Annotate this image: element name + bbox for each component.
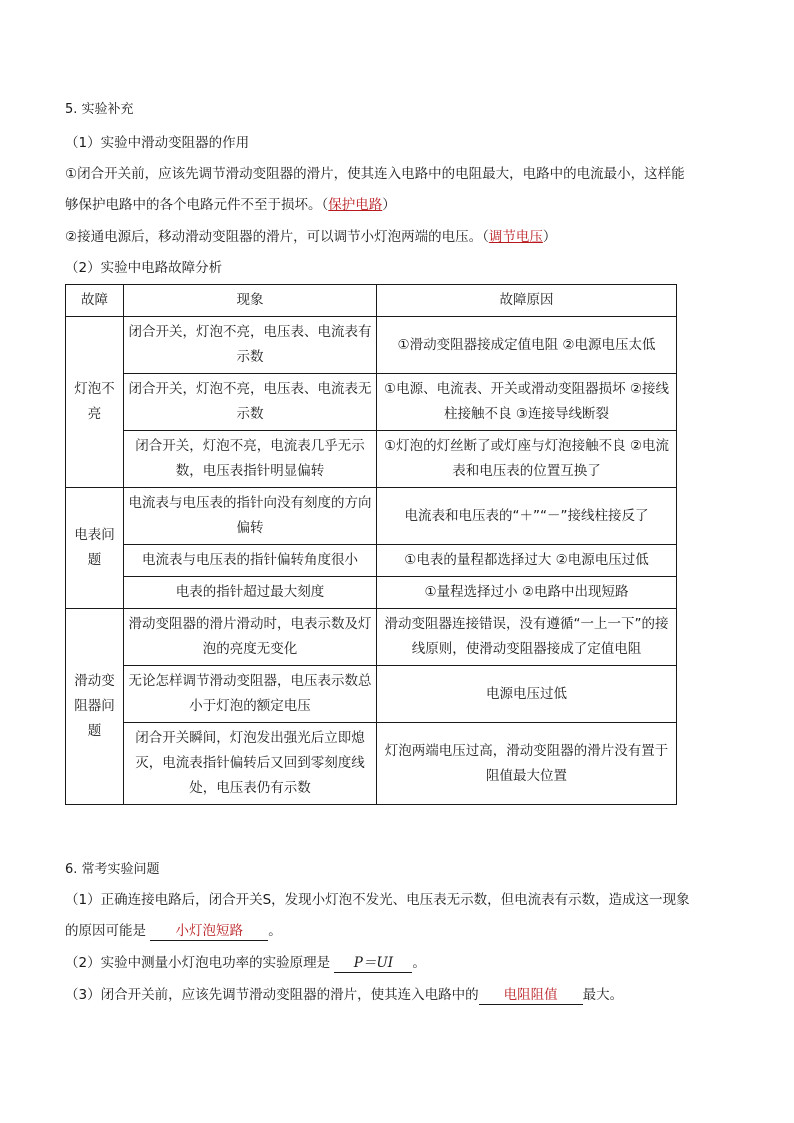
header-fault: 故障: [66, 285, 124, 317]
question-3-line: [65, 985, 623, 1005]
group-label-bulb-off: 灯泡不亮: [66, 317, 124, 488]
group-label-meter-problem: 电表问题: [66, 488, 124, 609]
answer-blank-1: [150, 922, 268, 941]
section-6-heading: 6. 常考实验问题: [65, 862, 160, 877]
question-1-line-2: [65, 921, 282, 941]
question-3-end: 最大。: [582, 987, 624, 1003]
phenomenon-cell: 闭合开关瞬间，灯泡发出强光后立即熄灭，电流表指针偏转后又回到零刻度线处，电压表仍有示数: [124, 723, 377, 805]
subsection-1-heading: （1）实验中滑动变阻器的作用: [65, 135, 250, 151]
question-3-text: （3）闭合开关前，应该先调节滑动变阻器的滑片，使其连入电路中的: [65, 987, 479, 1003]
phenomenon-cell: 闭合开关，灯泡不亮，电流表几乎无示数，电压表指针明显偏转: [124, 431, 377, 488]
table-row: [66, 666, 677, 723]
table-row: [66, 609, 677, 666]
item-2-line: [65, 227, 556, 247]
cause-cell: ①量程选择过小 ②电路中出现短路: [377, 577, 677, 609]
question-2-end: 。: [412, 955, 426, 971]
fault-analysis-table: [65, 284, 677, 805]
item-1-close: ）: [382, 197, 396, 213]
header-cause: 故障原因: [377, 285, 677, 317]
phenomenon-cell: 电流表与电压表的指针向没有刻度的方向偏转: [124, 488, 377, 545]
table-header-row: [66, 285, 677, 317]
question-2-text: （2）实验中测量小灯泡电功率的实验原理是: [65, 955, 331, 971]
cause-cell: 灯泡两端电压过高，滑动变阻器的滑片没有置于阻值最大位置: [377, 723, 677, 805]
item-1-line-2: [65, 195, 396, 215]
answer-protect-circuit: 保护电路: [328, 197, 383, 213]
table-row: [66, 545, 677, 577]
group-label-rheostat-problem: 滑动变阻器问题: [66, 609, 124, 805]
phenomenon-cell: 电流表与电压表的指针偏转角度很小: [124, 545, 377, 577]
header-phenomenon: 现象: [124, 285, 377, 317]
cause-cell: 电源电压过低: [377, 666, 677, 723]
cause-cell: 滑动变阻器连接错误，没有遵循“一上一下”的接线原则，使滑动变阻器接成了定值电阻: [377, 609, 677, 666]
cause-cell: ①电表的量程都选择过大 ②电源电压过低: [377, 545, 677, 577]
item-1-line-1: ①闭合开关前，应该先调节滑动变阻器的滑片，使其连入电路中的电阻最大，电路中的电流最小，这样能: [65, 166, 685, 182]
subsection-2-heading: （2）实验中电路故障分析: [65, 260, 223, 276]
table-row: [66, 317, 677, 374]
table-row: [66, 723, 677, 805]
cause-cell: ①滑动变阻器接成定值电阻 ②电源电压太低: [377, 317, 677, 374]
answer-bulb-short: 小灯泡短路: [175, 923, 244, 939]
table-row: [66, 374, 677, 431]
table-row: [66, 431, 677, 488]
question-1-text: 的原因可能是: [65, 923, 146, 939]
cause-cell: ①电源、电流表、开关或滑动变阻器损坏 ②接线柱接触不良 ③连接导线断裂: [377, 374, 677, 431]
answer-resistance: 电阻阻值: [503, 987, 558, 1003]
phenomenon-cell: 滑动变阻器的滑片滑动时，电表示数及灯泡的亮度无变化: [124, 609, 377, 666]
question-2-line: [65, 953, 426, 973]
question-1-line-1: （1）正确连接电路后，闭合开关S，发现小灯泡不发光、电压表无示数，但电流表有示数，造成这一现象: [65, 892, 690, 908]
answer-blank-2: [334, 954, 412, 973]
phenomenon-cell: 闭合开关，灯泡不亮，电压表、电流表有示数: [124, 317, 377, 374]
answer-formula: P＝UI: [353, 955, 394, 971]
item-2-close: ）: [542, 229, 557, 245]
question-1-end: 。: [268, 923, 282, 939]
phenomenon-cell: 电表的指针超过最大刻度: [124, 577, 377, 609]
table-row: [66, 577, 677, 609]
answer-adjust-voltage: 调节电压: [488, 229, 543, 245]
table-row: [66, 488, 677, 545]
cause-cell: 电流表和电压表的“＋”“－”接线柱接反了: [377, 488, 677, 545]
item-1-text: 够保护电路中的各个电路元件不至于损坏。（: [65, 197, 329, 213]
cause-cell: ①灯泡的灯丝断了或灯座与灯泡接触不良 ②电流表和电压表的位置互换了: [377, 431, 677, 488]
section-5-heading: 5. 实验补充: [65, 102, 134, 117]
answer-blank-3: [479, 986, 583, 1005]
item-2-text: ②接通电源后，移动滑动变阻器的滑片，可以调节小灯泡两端的电压。（: [65, 229, 489, 245]
phenomenon-cell: 无论怎样调节滑动变阻器，电压表示数总小于灯泡的额定电压: [124, 666, 377, 723]
phenomenon-cell: 闭合开关，灯泡不亮，电压表、电流表无示数: [124, 374, 377, 431]
